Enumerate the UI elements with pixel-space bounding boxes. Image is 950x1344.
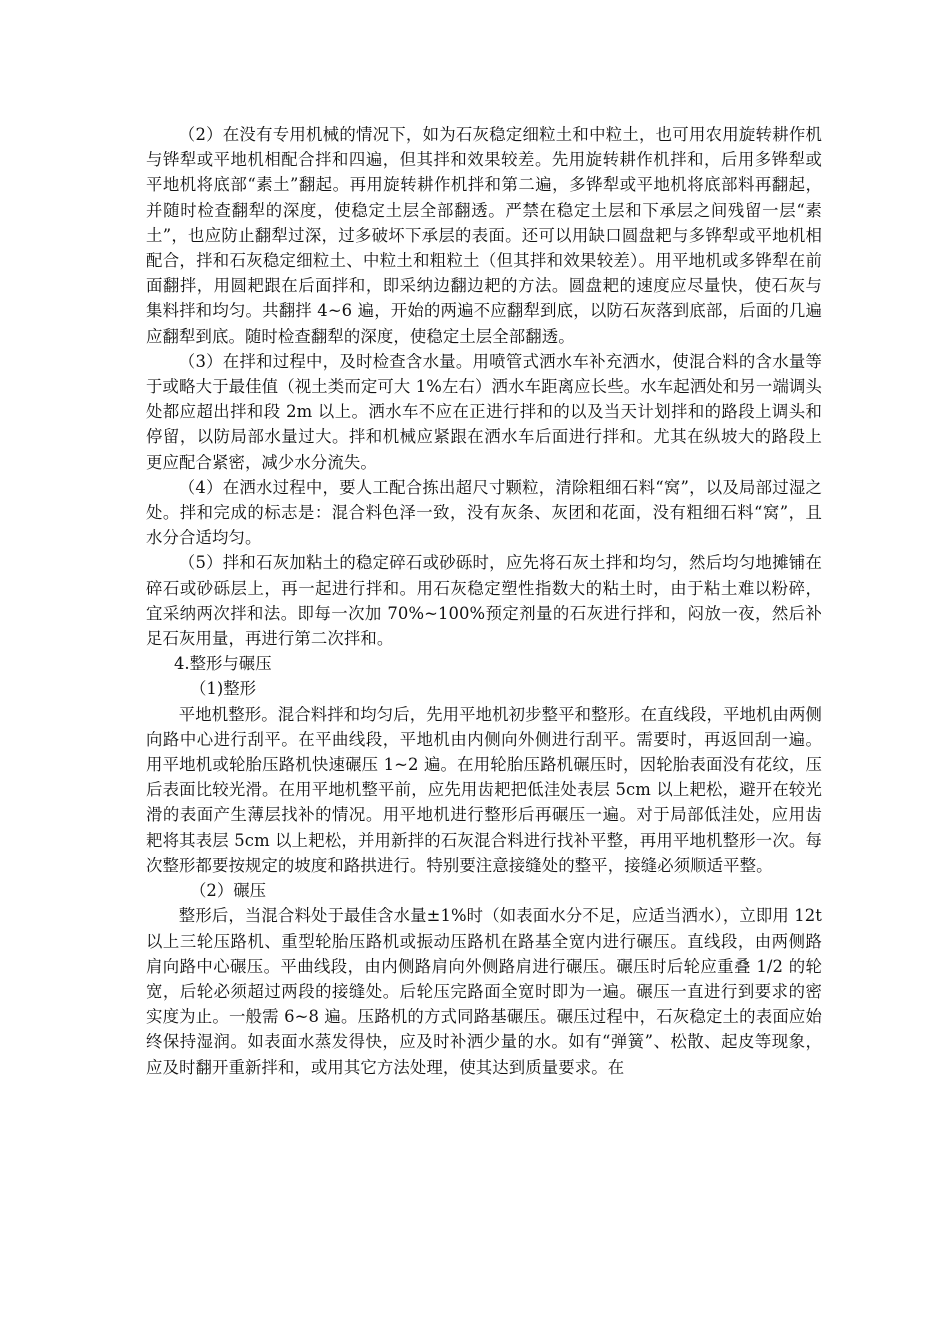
document-page [146,122,822,1080]
paragraph-water-content-check: （3）在拌和过程中，及时检查含水量。用喷管式洒水车补充洒水，使混合料的含水量等于或略大于最佳值（视土类而定可大 1%左右）洒水车距离应长些。水车起洒处和另一端调头处都应超出拌和段 2m 以上。洒水车不应在正进行拌和的以及当天计划拌和的路段上调头和停留，以防局部水量过大。拌和机械应紧跟在洒水车后面进行拌和。尤其在纵坡大的路段上更应配合紧密，减少水分流失。 [146,351,822,472]
paragraph-lime-clay-mixing: （5）拌和石灰加粘土的稳定碎石或砂砾时，应先将石灰土拌和均匀，然后均匀地摊铺在碎石或砂砾层上，再一起进行拌和。用石灰稳定塑性指数大的粘土时，由于粘土难以粉碎，宜采纳两次拌和法。即每一次加 70%~100%预定剂量的石灰进行拌和，闷放一夜，然后补足石灰用量，再进行第二次拌和。 [146,553,822,649]
paragraph-mixing-without-machinery: （2）在没有专用机械的情况下，如为石灰稳定细粒土和中粒土，也可用农用旋转耕作机与铧犁或平地机相配合拌和四遍，但其拌和效果较差。先用旋转耕作机拌和，后用多铧犁或平地机将底部“素土”翻起。再用旋转耕作机拌和第二遍，多铧犁或平地机将底部料再翻起，并随时检查翻犁的深度，使稳定土层全部翻透。严禁在稳定土层和下承层之间残留一层“素土”，也应防止翻犁过深，过多破坏下承层的表面。还可以用缺口圆盘耙与多铧犁或平地机相配合，拌和石灰稳定细粒土、中粒土和粗粒土（但其拌和效果较差）。用平地机或多铧犁在前面翻拌，用圆耙跟在后面拌和，即采纳边翻边耙的方法。圆盘耙的速度应尽量快，使石灰与集料拌和均匀。共翻拌 4~6 遍，开始的两遍不应翻犁到底，以防石灰落到底部，后面的几遍应翻犁到底。随时检查翻犁的深度，使稳定土层全部翻透。 [146,125,822,346]
paragraph-rolling-process: 整形后，当混合料处于最佳含水量±1%时（如表面水分不足，应适当洒水），立即用 12t 以上三轮压路机、重型轮胎压路机或振动压路机在路基全宽内进行碾压。直线段，由两侧路肩向路中心碾压。平曲线段，由内侧路肩向外侧路肩进行碾压。碾压时后轮应重叠 1/2 的轮宽，后轮必须超过两段的接缝处。后轮压完路面全宽时即为一遍。碾压一直进行到要求的密实度为止。一般需 6~8 遍。压路机的方式同路基碾压。碾压过程中，石灰稳定土的表面应始终保持湿润。如表面水蒸发得快，应及时补洒少量的水。如有“弹簧”、松散、起皮等现象，应及时翻开重新拌和，或用其它方法处理，使其达到质量要求。在 [146,906,822,1077]
subheading-shaping: （1)整形 [190,679,256,699]
paragraph-grader-shaping: 平地机整形。混合料拌和均匀后，先用平地机初步整平和整形。在直线段，平地机由两侧向路中心进行刮平。在平曲线段，平地机由内侧向外侧进行刮平。需要时，再返回刮一遍。用平地机或轮胎压路机快速碾压 1~2 遍。在用轮胎压路机碾压时，因轮胎表面没有花纹，压后表面比较光滑。在用平地机整平前，应先用齿耙把低洼处表层 5cm 以上耙松，避开在较光滑的表面产生薄层找补的情况。用平地机进行整形后再碾压一遍。对于局部低洼处，应用齿耙将其表层 5cm 以上耙松，并用新拌的石灰混合料进行找补平整，再用平地机整形一次。每次整形都要按规定的坡度和路拱进行。特别要注意接缝处的整平，接缝必须顺适平整。 [146,704,822,875]
section-heading-shaping-rolling: 4.整形与碾压 [174,654,272,674]
paragraph-sprinkling-process: （4）在洒水过程中，要人工配合拣出超尺寸颗粒，清除粗细石料“窝”，以及局部过湿之处。拌和完成的标志是：混合料色泽一致，没有灰条、灰团和花面，没有粗细石料“窝”，且水分合适均匀。 [146,477,822,548]
subheading-rolling: （2）碾压 [190,881,266,901]
